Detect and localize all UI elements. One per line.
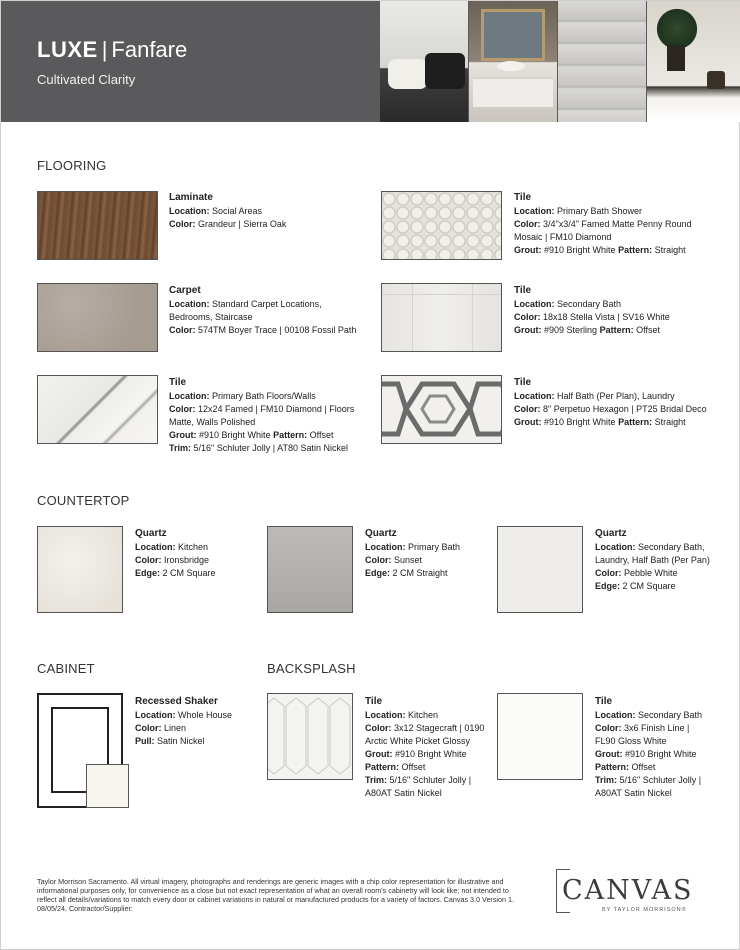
swatch-penny-round-mosaic — [381, 191, 502, 260]
trim-value: 5/16" Schluter Jolly | A80AT Satin Nickel — [365, 775, 472, 798]
section-title-countertop: COUNTERTOP — [37, 493, 130, 508]
item-tile-primary: Tile Location: Primary Bath Floors/Walls Color: 12x24 Famed | FM10 Diamond | Floors Matte, Walls Polished Grout: #910 Bright White Pattern: Offset Trim: 5/16" Schluter Jolly | AT80 Satin Nickel — [169, 376, 369, 455]
color-value: 574TM Boyer Trace | 00108 Fossil Path — [198, 325, 357, 335]
swatch-linen-chip — [86, 764, 129, 808]
pattern-value: Offset — [636, 325, 660, 335]
item-title: Quartz — [135, 528, 167, 539]
edge-value: 2 CM Straight — [392, 568, 448, 578]
logo-subtitle: BY TAYLOR MORRISON® — [602, 907, 687, 913]
hero-image-plant-decor — [647, 1, 740, 122]
item-title: Quartz — [595, 528, 627, 539]
color-value: Sunset — [394, 555, 423, 565]
section-title-backsplash: BACKSPLASH — [267, 661, 356, 676]
item-backsplash-secondary: Tile Location: Secondary Bath Color: 3x6 Finish Line | FL90 Gloss White Grout: #910 Bright White Pattern: Offset Trim: 5/16" Schluter Jolly | A80AT Satin Nickel — [595, 695, 711, 800]
location-value: Kitchen — [408, 710, 439, 720]
location-value: Half Bath (Per Plan), Laundry — [557, 391, 675, 401]
item-laminate: Laminate Location: Social Areas Color: Grandeur | Sierra Oak — [169, 191, 369, 231]
item-title: Carpet — [169, 285, 201, 296]
swatch-quartz-sunset — [267, 526, 353, 613]
pattern-value: Offset — [631, 762, 656, 772]
pattern-value: Offset — [401, 762, 426, 772]
swatch-carpet-fossil-path — [37, 283, 158, 352]
location-value: Whole House — [178, 710, 233, 720]
color-value: Ironsbridge — [164, 555, 210, 565]
swatch-famed-marble — [37, 375, 158, 444]
item-backsplash-kitchen: Tile Location: Kitchen Color: 3x12 Stagecraft | 0190 Arctic White Picket Glossy Grout: #910 Bright White Pattern: Offset Trim: 5/16" Schluter Jolly | A80AT Satin Nickel — [365, 695, 489, 800]
location-value: Social Areas — [212, 206, 263, 216]
brand-separator: | — [101, 37, 108, 62]
grout-value: #910 Bright White — [544, 417, 616, 427]
pattern-value: Straight — [654, 245, 686, 255]
color-value: Pebble White — [624, 568, 678, 578]
grout-value: #910 Bright White — [625, 749, 697, 759]
item-title: Tile — [169, 377, 187, 388]
hero-image-living-room — [380, 1, 468, 122]
edge-value: 2 CM Square — [622, 581, 676, 591]
section-title-cabinet: CABINET — [37, 661, 95, 676]
color-value: Linen — [164, 723, 187, 733]
trim-value: 5/16" Schluter Jolly | AT80 Satin Nickel — [193, 443, 348, 453]
swatch-quartz-ironsbridge — [37, 526, 123, 613]
location-value: Secondary Bath, Laundry, Half Bath (Per Pan) — [595, 542, 710, 565]
grout-value: #910 Bright White — [544, 245, 616, 255]
pattern-value: Straight — [654, 417, 686, 427]
hero-image-bathroom-vanity — [469, 1, 557, 122]
trim-value: 5/16" Schluter Jolly | A80AT Satin Nickel — [595, 775, 702, 798]
item-title: Tile — [514, 285, 532, 296]
location-value: Secondary Bath — [638, 710, 703, 720]
logo-wordmark: CANVAS — [562, 875, 694, 906]
location-value: Primary Bath — [408, 542, 461, 552]
brand-name: LUXE — [37, 37, 98, 62]
footer-disclaimer: Taylor Morrison Sacramento. All virtual imagery, photographs and renderings are generic images with a chip color representation for illustrative and informational purposes only, for convenience as a close but not exact representation of what an overall room's cabinetry will look like; not intended to reflect all details/variations to match every door or cabinet variations in natural or manufactured products for a variety of factors. Canvas 3.0 Version 1. 08/05/24. Contractor/Supplier: — [37, 877, 515, 913]
color-value: 3/4"x3/4" Famed Matte Penny Round Mosaic | FM10 Diamond — [514, 219, 692, 242]
item-title: Quartz — [365, 528, 397, 539]
item-quartz-primary: Quartz Location: Primary Bath Color: Sunset Edge: 2 CM Straight — [365, 527, 489, 580]
location-value: Standard Carpet Locations, Bedrooms, Staircase — [169, 299, 322, 322]
color-value: 3x12 Stagecraft | 0190 Arctic White Picket Glossy — [365, 723, 485, 746]
grout-value: #910 Bright White — [395, 749, 467, 759]
item-title: Tile — [514, 192, 532, 203]
swatch-stagecraft-picket — [267, 693, 353, 780]
item-cabinet: Recessed Shaker Location: Whole House Color: Linen Pull: Satin Nickel — [135, 695, 265, 748]
edge-value: 2 CM Square — [162, 568, 216, 578]
item-title: Laminate — [169, 192, 213, 203]
color-value: 8" Perpetuo Hexagon | PT25 Bridal Deco — [543, 404, 707, 414]
item-title: Recessed Shaker — [135, 696, 218, 707]
item-tile-shower: Tile Location: Primary Bath Shower Color: 3/4"x3/4" Famed Matte Penny Round Mosaic | FM10 Diamond Grout: #910 Bright White Pattern: Straight — [514, 191, 714, 257]
item-quartz-kitchen: Quartz Location: Kitchen Color: Ironsbridge Edge: 2 CM Square — [135, 527, 259, 580]
color-value: Grandeur | Sierra Oak — [198, 219, 287, 229]
grout-value: #909 Sterling — [544, 325, 598, 335]
color-value: 12x24 Famed | FM10 Diamond | Floors Matte, Walls Polished — [169, 404, 355, 427]
item-quartz-secondary: Quartz Location: Secondary Bath, Laundry, Half Bath (Per Pan) Color: Pebble White Edge: 2 CM Square — [595, 528, 710, 591]
location-value: Primary Bath Shower — [557, 206, 643, 216]
item-title: Tile — [595, 696, 613, 707]
swatch-quartz-pebble-white — [497, 526, 583, 613]
color-value: 3x6 Finish Line | FL90 Gloss White — [595, 723, 690, 746]
item-title: Tile — [365, 696, 383, 707]
grout-value: #910 Bright White — [199, 430, 271, 440]
tagline: Cultivated Clarity — [37, 72, 136, 87]
brand-title — [37, 37, 187, 63]
hero-image-stone-wall — [558, 1, 646, 122]
item-title: Tile — [514, 377, 532, 388]
collection-name: Fanfare — [111, 37, 188, 62]
location-value: Kitchen — [178, 542, 209, 552]
location-value: Primary Bath Floors/Walls — [212, 391, 316, 401]
swatch-finish-line-white — [497, 693, 583, 780]
item-carpet: Carpet Location: Standard Carpet Locations, Bedrooms, Staircase Color: 574TM Boyer Trace | 00108 Fossil Path — [169, 284, 365, 337]
swatch-laminate-sierra-oak — [37, 191, 158, 260]
color-value: 18x18 Stella Vista | SV16 White — [543, 312, 670, 322]
canvas-logo — [556, 869, 706, 917]
item-tile-secondary: Tile Location: Secondary Bath Color: 18x18 Stella Vista | SV16 White Grout: #909 Sterling Pattern: Offset — [514, 284, 714, 337]
swatch-stella-vista — [381, 283, 502, 352]
swatch-perpetuo-hexagon — [381, 375, 502, 444]
location-value: Secondary Bath — [557, 299, 622, 309]
item-tile-half-bath: Tile Location: Half Bath (Per Plan), Laundry Color: 8" Perpetuo Hexagon | PT25 Bridal Deco Grout: #910 Bright White Pattern: Straight — [514, 376, 714, 429]
pull-value: Satin Nickel — [157, 736, 205, 746]
pattern-value: Offset — [309, 430, 334, 440]
section-title-flooring: FLOORING — [37, 158, 107, 173]
